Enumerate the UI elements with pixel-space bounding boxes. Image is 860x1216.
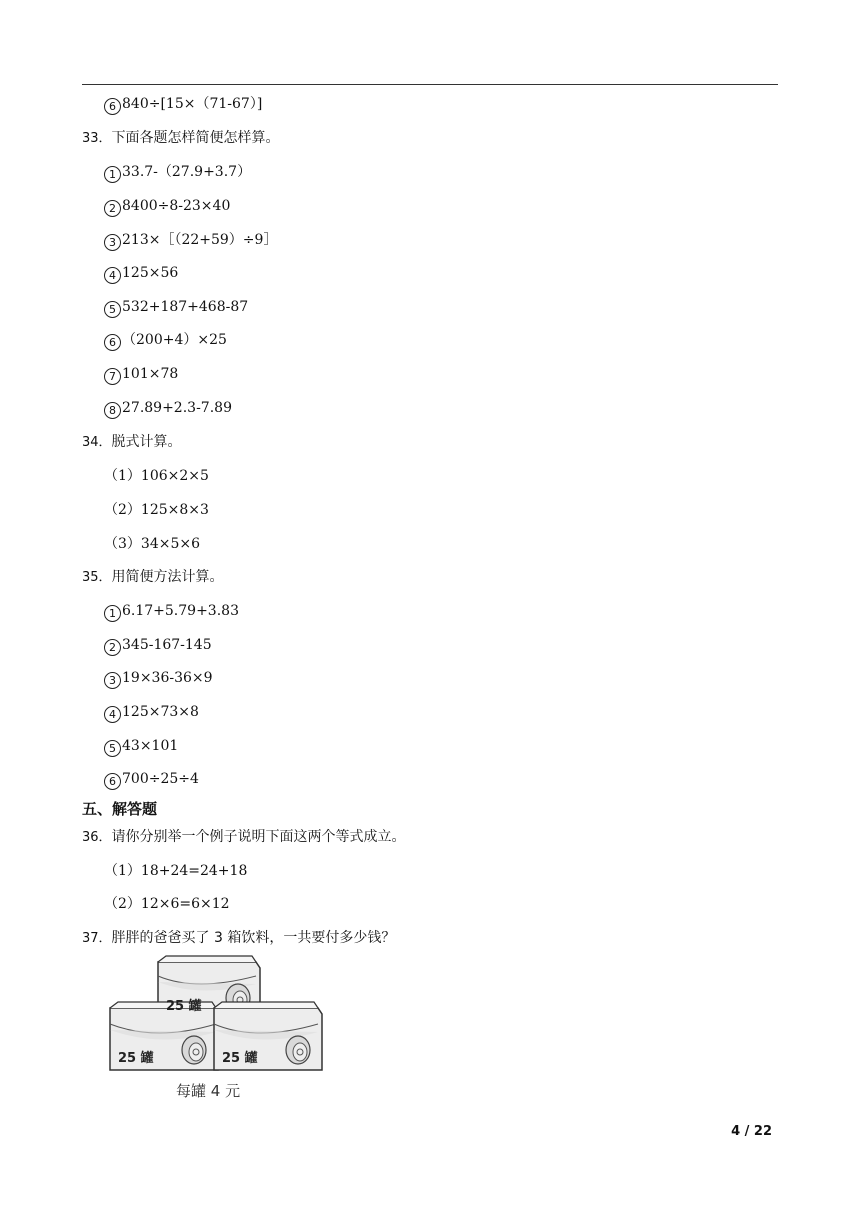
list-item: （2）12×6=6×12 xyxy=(104,896,230,912)
expression: 8400÷8-23×40 xyxy=(122,198,231,214)
circled-number: 8 xyxy=(104,402,121,419)
question-37 xyxy=(82,928,395,949)
list-item xyxy=(104,635,212,656)
expression: 532+187+468-87 xyxy=(122,299,249,315)
figure-caption: 每罐 4 元 xyxy=(176,1082,241,1100)
question-number: 35． xyxy=(82,570,112,585)
question-number: 36． xyxy=(82,830,112,845)
question-number: 34． xyxy=(82,435,112,450)
expression: 27.89+2.3-7.89 xyxy=(122,400,232,416)
question-text: 请你分别举一个例子说明下面这两个等式成立。 xyxy=(111,829,406,845)
list-item xyxy=(104,702,199,723)
circled-number: 5 xyxy=(104,740,121,757)
list-item xyxy=(104,196,230,217)
left-box-label: 25 罐 xyxy=(118,1051,154,1066)
question-text: 下面各题怎样简便怎样算。 xyxy=(111,130,280,146)
page-number: 4 / 22 xyxy=(731,1124,772,1139)
header-rule xyxy=(82,84,778,85)
expression: （200+4）×25 xyxy=(122,332,227,348)
question-number: 37． xyxy=(82,931,112,946)
expression: 33.7-（27.9+3.7） xyxy=(122,164,252,180)
circled-number: 4 xyxy=(104,706,121,723)
expression: 43×101 xyxy=(122,738,179,754)
circled-number: 6 xyxy=(104,334,121,351)
list-item: （3）34×5×6 xyxy=(104,536,200,552)
question-36 xyxy=(82,827,406,848)
list-item: （1）18+24=24+18 xyxy=(104,863,248,879)
section-title: 五、解答题 xyxy=(82,800,158,818)
question-number: 33． xyxy=(82,131,112,146)
list-item: （2）125×8×3 xyxy=(104,502,209,518)
list-item xyxy=(104,230,277,251)
question-text: 用简便方法计算。 xyxy=(111,569,224,585)
circled-number: 7 xyxy=(104,368,121,385)
right-box-label: 25 罐 xyxy=(222,1051,258,1066)
circled-number: 2 xyxy=(104,639,121,656)
list-item xyxy=(104,736,178,757)
list-item xyxy=(104,297,248,318)
circled-number: 5 xyxy=(104,301,121,318)
expression: 6.17+5.79+3.83 xyxy=(122,603,239,619)
list-item xyxy=(104,162,251,183)
expression: 345-167-145 xyxy=(122,637,212,653)
list-item xyxy=(104,668,213,689)
expression: 213×［（22+59）÷9］ xyxy=(122,232,278,248)
circled-number: 1 xyxy=(104,605,121,622)
expression: 700÷25÷4 xyxy=(122,771,199,787)
list-item xyxy=(104,769,199,790)
top-box-label: 25 罐 xyxy=(166,999,202,1014)
circled-number: 6 xyxy=(104,98,121,115)
expression: 125×73×8 xyxy=(122,704,199,720)
circled-number: 6 xyxy=(104,773,121,790)
list-item xyxy=(104,364,178,385)
question-33 xyxy=(82,128,280,149)
list-item xyxy=(104,330,227,351)
question-text: 脱式计算。 xyxy=(111,434,182,450)
list-item xyxy=(104,398,232,419)
question-34 xyxy=(82,432,182,453)
expression: 125×56 xyxy=(122,265,179,281)
question-text: 胖胖的爸爸买了 3 箱饮料，一共要付多少钱？ xyxy=(111,930,396,946)
expression: 101×78 xyxy=(122,366,179,382)
expression: 840÷[15×（71-67）] xyxy=(122,96,263,112)
list-item xyxy=(104,263,178,284)
circled-number: 2 xyxy=(104,200,121,217)
list-item: （1）106×2×5 xyxy=(104,468,209,484)
circled-number: 1 xyxy=(104,166,121,183)
circled-number: 3 xyxy=(104,672,121,689)
list-item xyxy=(104,94,262,115)
question-35 xyxy=(82,567,224,588)
list-item xyxy=(104,601,239,622)
circled-number: 4 xyxy=(104,267,121,284)
drink-boxes-figure xyxy=(106,954,330,1104)
circled-number: 3 xyxy=(104,234,121,251)
expression: 19×36-36×9 xyxy=(122,670,213,686)
